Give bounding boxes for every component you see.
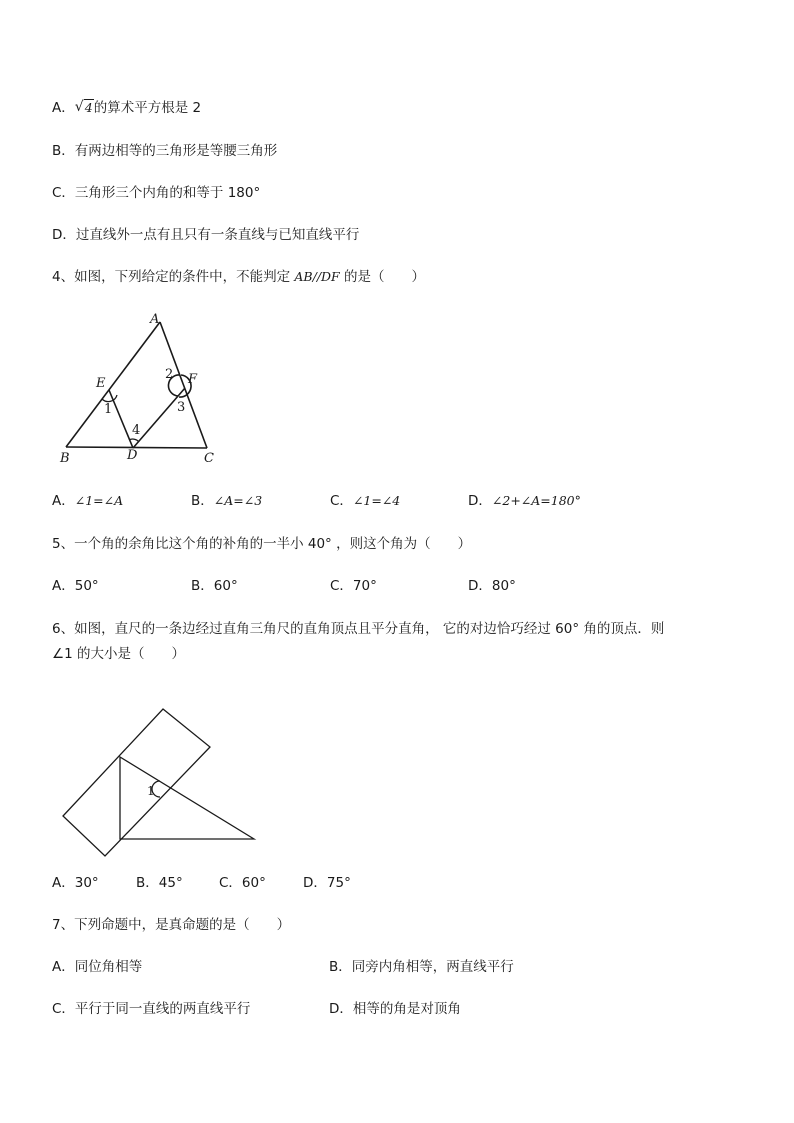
q7-option-d: D．相等的角是对顶角: [329, 1001, 461, 1017]
q4-stem-math: AB//DF: [294, 269, 340, 284]
q4-option-a-math: ∠1=∠A: [74, 493, 124, 508]
set-square: [120, 757, 254, 839]
label-c: C: [204, 451, 214, 466]
q3-option-a-text: 的算术平方根是 2: [93, 100, 202, 116]
q6-option-b: B．45°: [136, 875, 183, 891]
q3-option-d: D．过直线外一点有且只有一条直线与已知直线平行: [52, 227, 360, 243]
q4-option-a-letter: A．: [52, 493, 75, 509]
q5-stem: 5、一个角的余角比这个角的补角的一半小 40° ，则这个角为（ ）: [52, 536, 472, 552]
q4-option-d-letter: D．: [468, 493, 492, 509]
label-d: D: [127, 448, 138, 463]
label-angle-2: 2: [165, 367, 174, 382]
q7-option-a: A．同位角相等: [52, 959, 143, 975]
label-b: B: [60, 451, 70, 466]
q5-option-c: C．70°: [330, 578, 377, 594]
q7-option-b: B．同旁内角相等，两直线平行: [329, 959, 514, 975]
q4-option-b-math: ∠A=∠3: [213, 493, 263, 508]
q6-stem-line1: 6、如图，直尺的一条边经过直角三角尺的直角顶点且平分直角， 它的对边恰巧经过 60° 角的顶点．则: [52, 621, 665, 637]
q6-option-a: A．30°: [52, 875, 99, 891]
q4-stem-before: 4、如图，下列给定的条件中，不能判定: [52, 269, 291, 285]
q4-option-c-letter: C．: [330, 493, 353, 509]
label-angle-4: 4: [132, 423, 141, 438]
q5-option-d: D．80°: [468, 578, 516, 594]
q3-option-b: B．有两边相等的三角形是等腰三角形: [52, 143, 278, 159]
q3-option-a-radicand: 4: [84, 100, 93, 115]
q4-stem-after: 的是（ ）: [344, 269, 426, 285]
q6-stem-line2: ∠1 的大小是（ ）: [52, 646, 185, 662]
q3-option-a-letter: A．: [52, 100, 75, 116]
label-angle-1: 1: [104, 402, 113, 417]
ruler: [63, 709, 210, 856]
label-f: F: [188, 372, 198, 387]
q6-option-c: C．60°: [219, 875, 266, 891]
q4-option-c-math: ∠1=∠4: [352, 493, 401, 508]
q7-option-c: C．平行于同一直线的两直线平行: [52, 1001, 251, 1017]
q6-label-angle-1: 1: [147, 784, 155, 798]
label-a: A: [150, 312, 160, 327]
q3-option-c: C．三角形三个内角的和等于 180°: [52, 185, 261, 201]
q4-option-b-letter: B．: [191, 493, 214, 509]
q4-option-d-math: ∠2+∠A=180°: [491, 493, 581, 508]
q6-option-d: D．75°: [303, 875, 351, 891]
q5-option-a: A．50°: [52, 578, 99, 594]
label-e: E: [96, 376, 106, 391]
q7-stem: 7、下列命题中，是真命题的是（ ）: [52, 917, 291, 933]
label-angle-3: 3: [177, 400, 186, 415]
q5-option-b: B．60°: [191, 578, 238, 594]
